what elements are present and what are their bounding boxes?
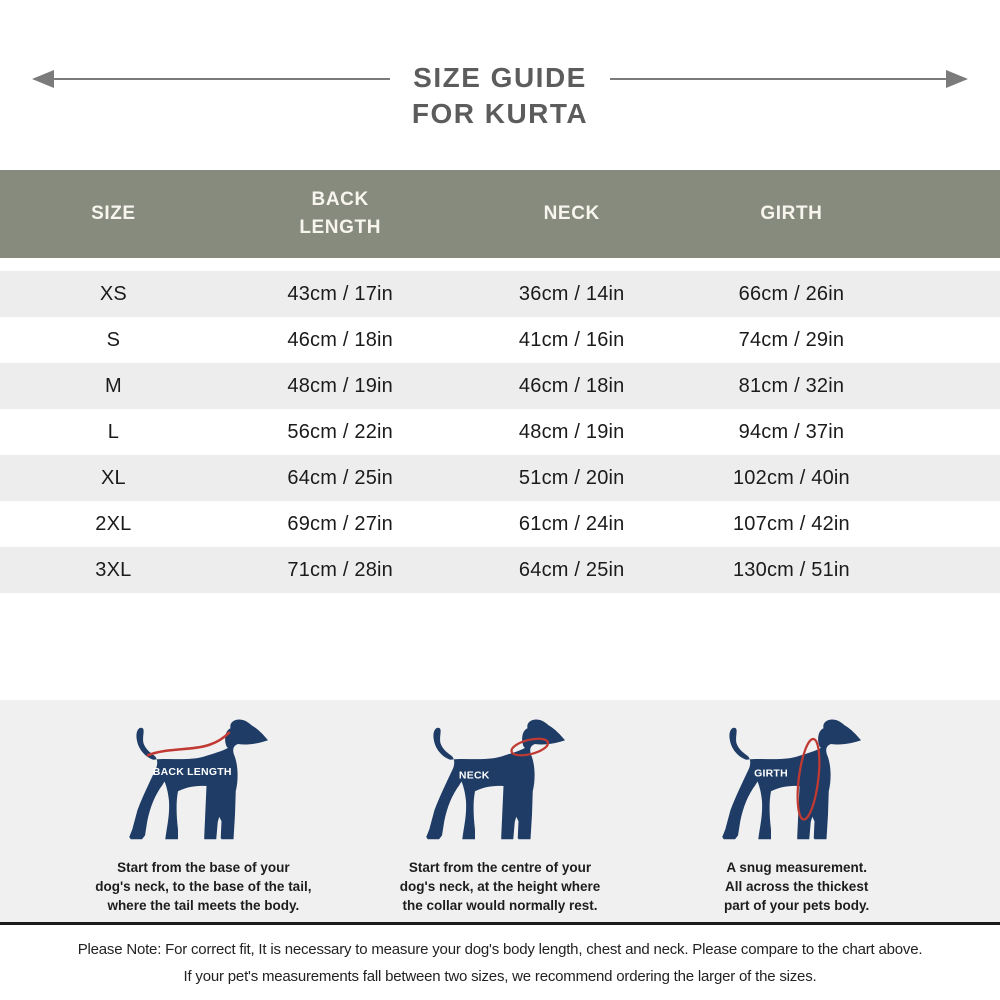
- back-length-measure-line: [148, 733, 229, 756]
- header-neck: NECK: [543, 203, 600, 225]
- cell-size: M: [104, 374, 122, 397]
- cell-back-length: 56cm / 22in: [287, 420, 393, 443]
- cell-girth: 74cm / 29in: [738, 328, 845, 351]
- fit-note-line-1: Please Note: For correct fit, It is necessary to measure your dog's body length, chest and neck. Please compare to the chart above.: [77, 941, 923, 958]
- cell-neck: 61cm / 24in: [518, 512, 625, 535]
- table-row: [0, 271, 1000, 317]
- cell-neck: 46cm / 18in: [518, 374, 625, 397]
- girth-label: GIRTH: [754, 767, 789, 780]
- cell-size: L: [107, 420, 120, 443]
- guide-back-length: [55, 710, 352, 922]
- cell-neck: 64cm / 25in: [518, 558, 625, 581]
- cell-girth: 102cm / 40in: [732, 466, 850, 489]
- dog-silhouette: [129, 719, 268, 839]
- table-row: [0, 455, 1000, 501]
- cell-back-length: 69cm / 27in: [287, 512, 393, 535]
- girth-caption: A snug measurement. All across the thickest part of your pets body.: [724, 860, 870, 913]
- left-arrow-icon: [34, 78, 390, 80]
- dog-back-length-diagram: [121, 710, 286, 853]
- cell-size: XL: [100, 466, 126, 489]
- page-title: [390, 60, 610, 132]
- cell-back-length: 43cm / 17in: [287, 282, 393, 305]
- cell-size: 3XL: [95, 558, 132, 581]
- cell-girth: 81cm / 32in: [738, 374, 845, 397]
- cell-back-length: 71cm / 28in: [287, 558, 393, 581]
- guide-neck: [352, 710, 649, 922]
- cell-back-length: 48cm / 19in: [287, 374, 393, 397]
- back-length-label: BACK LENGTH: [152, 765, 232, 778]
- cell-size: 2XL: [95, 512, 132, 535]
- table-row: [0, 363, 1000, 409]
- cell-back-length: 64cm / 25in: [287, 466, 393, 489]
- cell-size: S: [106, 328, 121, 351]
- fit-note: [0, 925, 1000, 1000]
- cell-size: XS: [99, 282, 127, 305]
- table-row: [0, 547, 1000, 593]
- cell-neck: 48cm / 19in: [518, 420, 625, 443]
- cell-girth: 94cm / 37in: [738, 420, 845, 443]
- title-line-2: FOR KURTA: [411, 98, 589, 129]
- neck-caption: Start from the centre of your dog's neck, at the height where the collar would normally rest.: [399, 860, 601, 913]
- dog-girth-diagram: [714, 710, 879, 853]
- spacer: [0, 593, 1000, 700]
- header-back-length: BACK LENGTH: [299, 189, 382, 238]
- fit-note-line-2: If your pet's measurements fall between two sizes, we recommend ordering the larger of the sizes.: [183, 968, 817, 985]
- dog-silhouette: [426, 719, 565, 839]
- cell-neck: 36cm / 14in: [518, 282, 625, 305]
- cell-girth: 66cm / 26in: [738, 282, 845, 305]
- neck-label: NECK: [458, 769, 490, 782]
- cell-neck: 51cm / 20in: [518, 466, 625, 489]
- table-row: [0, 317, 1000, 363]
- table-row: [0, 501, 1000, 547]
- table-row: [0, 409, 1000, 455]
- cell-neck: 41cm / 16in: [518, 328, 625, 351]
- dog-silhouette: [722, 719, 861, 839]
- header-girth: GIRTH: [760, 203, 823, 225]
- header-size: SIZE: [91, 203, 136, 225]
- measurement-guide-section: [0, 700, 1000, 925]
- title-line-1: SIZE GUIDE: [413, 62, 587, 93]
- back-length-caption: Start from the base of your dog's neck, to the base of the tail, where the tail meets the body.: [95, 860, 312, 913]
- cell-back-length: 46cm / 18in: [287, 328, 393, 351]
- cell-girth: 107cm / 42in: [732, 512, 850, 535]
- table-header-row: [0, 170, 1000, 258]
- title-banner: [0, 0, 1000, 170]
- cell-girth: 130cm / 51in: [732, 558, 850, 581]
- guide-girth: [648, 710, 945, 922]
- dog-neck-diagram: [418, 710, 583, 853]
- size-table: [0, 170, 1000, 593]
- right-arrow-icon: [610, 78, 966, 80]
